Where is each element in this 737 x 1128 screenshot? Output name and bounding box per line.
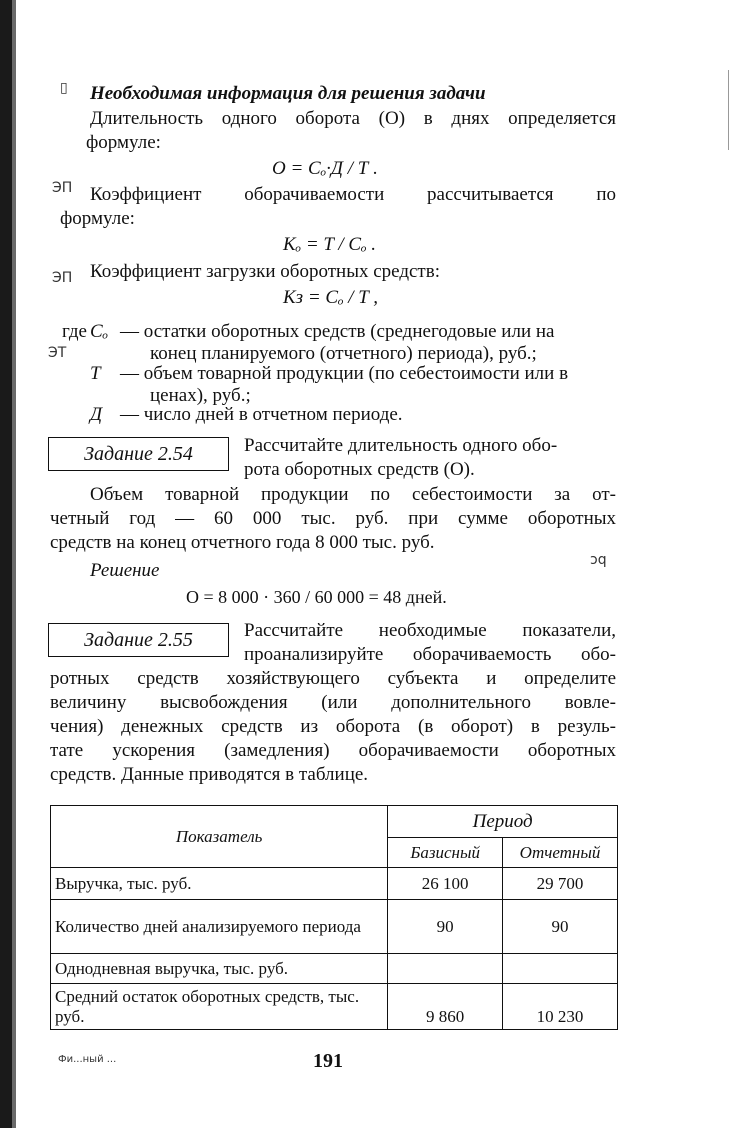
cell-base: 9 860 xyxy=(388,984,503,1030)
paragraph-line: Коэффициент оборачиваемости рассчитывается по xyxy=(90,184,616,205)
page-number: 191 xyxy=(313,1050,343,1072)
task-label-box xyxy=(48,437,229,471)
formula-turnover-ratio: Kₒ = T / Cₒ . xyxy=(283,234,377,255)
header-period: Период xyxy=(388,806,618,838)
header-report: Отчетный xyxy=(503,838,618,868)
table-row xyxy=(51,868,618,900)
cell-report xyxy=(503,954,618,984)
task-text: Рассчитайте длительность одного обо- xyxy=(244,435,558,456)
definition-item xyxy=(90,362,618,386)
formula-turnover-duration: О = Сₒ·Д / Т . xyxy=(272,158,378,179)
task-body-line: четный год — 60 000 тыс. руб. при сумме оборотных xyxy=(50,508,616,529)
cell-base xyxy=(388,954,503,984)
data-table xyxy=(50,805,618,1030)
margin-mark: ▯ xyxy=(60,80,68,96)
task-text: рота оборотных средств (О). xyxy=(244,459,475,480)
row-label: Количество дней анализируемого периода xyxy=(51,900,388,954)
margin-mark: ЭП xyxy=(52,180,73,196)
task-text: проанализируйте оборачиваемость обо- xyxy=(244,644,616,665)
definition-text: — объем товарной продукции (по себестоимости или в xyxy=(120,363,569,384)
paragraph-line: Коэффициент загрузки оборотных средств: xyxy=(90,261,440,282)
cell-base: 26 100 xyxy=(388,868,503,900)
solution-label: Решение xyxy=(90,560,160,581)
section-heading: Необходимая информация для решения задачи xyxy=(90,83,486,104)
table-header-row xyxy=(51,806,618,838)
book-spine-shadow xyxy=(0,0,12,1128)
definition-text: ценах), руб.; xyxy=(150,385,251,406)
book-spine-edge xyxy=(12,0,16,1128)
task-body-line: Объем товарной продукции по себестоимости за от- xyxy=(90,484,616,505)
row-label: Средний остаток оборотных средств, тыс. руб. xyxy=(51,984,388,1030)
margin-mark: ЭТ xyxy=(48,345,67,361)
solution-formula: О = 8 000 · 360 / 60 000 = 48 дней. xyxy=(186,587,447,607)
paragraph-line: формуле: xyxy=(60,208,135,229)
definition-text: — число дней в отчетном периоде. xyxy=(120,404,403,425)
table-row xyxy=(51,954,618,984)
paragraph-line: Длительность одного оборота (О) в днях определяется xyxy=(90,108,616,129)
definition-text: конец планируемого (отчетного) периода), руб.; xyxy=(150,343,537,364)
task-body-line: средств. Данные приводятся в таблице. xyxy=(50,764,369,785)
task-body-line: величину высвобождения (или дополнительного вовле- xyxy=(50,692,616,713)
cell-report: 29 700 xyxy=(503,868,618,900)
header-base: Базисный xyxy=(388,838,503,868)
definition-item xyxy=(90,320,618,344)
definition-variable: Сₒ xyxy=(90,321,109,342)
margin-mark: ЭП xyxy=(52,270,73,286)
task-label: Задание 2.55 xyxy=(84,628,193,651)
definition-item xyxy=(90,403,618,427)
margin-mark: ɔq xyxy=(590,552,607,568)
table-row xyxy=(51,900,618,954)
cell-report: 10 230 xyxy=(503,984,618,1030)
task-body-line: ротных средств хозяйствующего субъекта и определите xyxy=(50,668,616,689)
cell-base: 90 xyxy=(388,900,503,954)
task-label-box xyxy=(48,623,229,657)
task-body-line: средств на конец отчетного года 8 000 тыс. руб. xyxy=(50,532,435,553)
paragraph-line: формуле: xyxy=(86,132,161,153)
where-word: где xyxy=(62,321,87,342)
definition-variable: Д xyxy=(90,404,103,425)
page-edge-mark xyxy=(728,70,729,150)
row-label: Выручка, тыс. руб. xyxy=(51,868,388,900)
task-body-line: чения) денежных средств из оборота (в оборот) в резуль- xyxy=(50,716,616,737)
footer-running-title: Фи...ный ... xyxy=(58,1054,117,1065)
formula-load-ratio: Kз = Cₒ / T , xyxy=(283,287,379,308)
cell-report: 90 xyxy=(503,900,618,954)
header-indicator: Показатель xyxy=(51,806,388,868)
row-label: Однодневная выручка, тыс. руб. xyxy=(51,954,388,984)
definition-text: — остатки оборотных средств (среднегодовые или на xyxy=(120,321,555,342)
task-text: Рассчитайте необходимые показатели, xyxy=(244,620,616,641)
task-body-line: тате ускорения (замедления) оборачиваемости оборотных xyxy=(50,740,616,761)
definition-variable: Т xyxy=(90,363,101,384)
task-label: Задание 2.54 xyxy=(84,442,193,465)
table-row xyxy=(51,984,618,1030)
